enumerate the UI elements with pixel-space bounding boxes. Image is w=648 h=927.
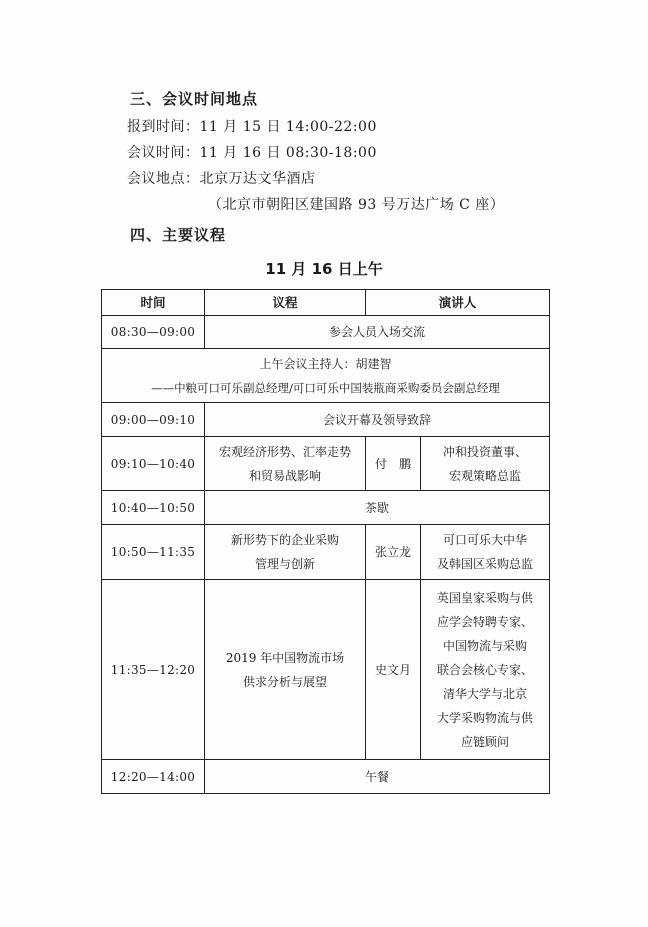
header-speaker: 演讲人	[366, 290, 550, 316]
row-content: 会议开幕及领导致辞	[205, 403, 550, 437]
row-content: 参会人员入场交流	[205, 316, 550, 349]
row-topic	[205, 437, 366, 491]
topic-line: 管理与创新	[254, 557, 315, 571]
row-time: 11:35—12:20	[102, 580, 205, 760]
row-time: 09:10—10:40	[102, 437, 205, 491]
agenda-table	[101, 289, 550, 794]
section-heading-time-venue: 三、会议时间地点	[130, 90, 259, 108]
topic-line: 新形势下的企业采购	[230, 533, 339, 547]
title-line: 英国皇家采购与供	[437, 590, 534, 605]
row-content: 茶歇	[205, 491, 550, 525]
row-content: 午餐	[205, 760, 550, 794]
topic-line: 宏观经济形势、汇率走势	[218, 444, 351, 459]
title-line: 冲和投资董事、	[443, 444, 528, 459]
table-row	[102, 316, 550, 349]
section-heading-agenda: 四、主要议程	[130, 226, 227, 244]
meeting-time: 会议时间：11 月 16 日 08:30-18:00	[127, 145, 377, 161]
table-row	[102, 437, 550, 491]
meeting-venue: 会议地点：北京万达文华酒店	[127, 171, 316, 187]
table-row	[102, 760, 550, 794]
row-topic	[205, 580, 366, 760]
row-speaker: 付 鹏	[366, 437, 421, 491]
row-time: 08:30—09:00	[102, 316, 205, 349]
row-speaker: 张立龙	[366, 525, 421, 580]
header-topic: 议程	[205, 290, 366, 316]
topic-line: 供求分析与展望	[242, 674, 327, 689]
row-speaker: 史文月	[366, 580, 421, 760]
title-line: 应学会特聘专家、	[437, 614, 534, 629]
venue-address: （北京市朝阳区建国路 93 号万达广场 C 座）	[208, 197, 505, 213]
topic-line: 和贸易战影响	[248, 468, 321, 483]
host-title: ——中粮可口可乐副总经理/可口可乐中国装瓶商采购委员会副总经理	[151, 380, 500, 395]
row-time: 10:50—11:35	[102, 525, 205, 580]
title-line: 清华大学与北京	[443, 686, 528, 701]
row-time: 12:20—14:00	[102, 760, 205, 794]
title-line: 及韩国区采购总监	[437, 557, 534, 571]
agenda-date-subtitle: 11 月 16 日上午	[265, 260, 383, 278]
host-cell	[102, 349, 550, 403]
row-speaker-title	[421, 437, 550, 491]
row-time: 10:40—10:50	[102, 491, 205, 525]
title-line: 大学采购物流与供	[437, 710, 534, 725]
title-line: 联合会核心专家、	[437, 662, 534, 677]
topic-line: 2019 年中国物流市场	[225, 650, 345, 665]
header-time: 时间	[102, 290, 205, 316]
table-row	[102, 403, 550, 437]
title-line: 中国物流与采购	[443, 638, 528, 653]
row-topic	[205, 525, 366, 580]
row-speaker-title	[421, 580, 550, 760]
host-name: 上午会议主持人：胡建智	[259, 356, 392, 371]
title-line: 应链顾问	[461, 734, 510, 749]
table-row	[102, 525, 550, 580]
row-time: 09:00—09:10	[102, 403, 205, 437]
row-speaker-title	[421, 525, 550, 580]
table-row	[102, 491, 550, 525]
title-line: 宏观策略总监	[449, 468, 522, 483]
table-row	[102, 580, 550, 760]
table-header-row	[102, 290, 550, 316]
registration-time: 报到时间：11 月 15 日 14:00-22:00	[127, 119, 377, 135]
title-line: 可口可乐大中华	[443, 533, 528, 547]
host-row	[102, 349, 550, 403]
